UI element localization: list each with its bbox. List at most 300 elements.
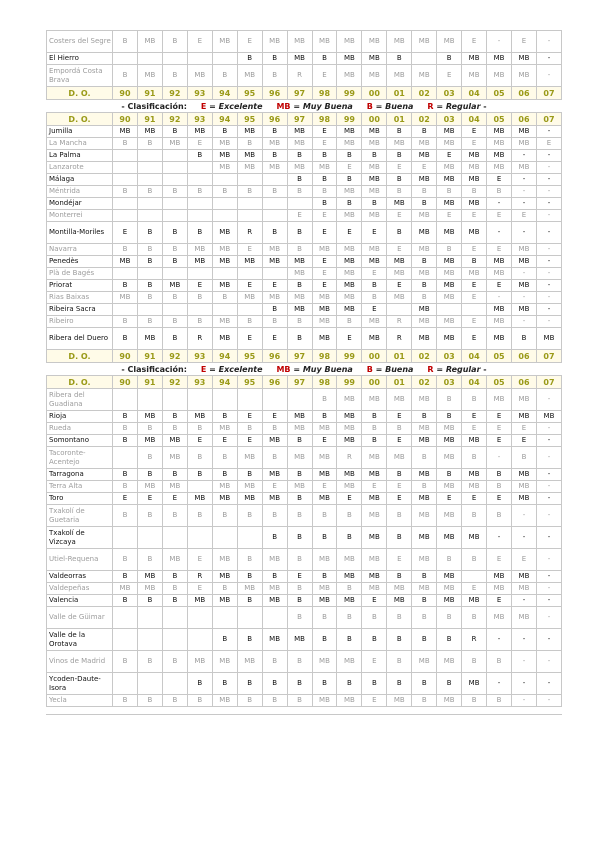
rating-cell: MB (412, 549, 437, 571)
year-header-cell: 98 (312, 113, 337, 126)
rating-cell (187, 210, 212, 222)
rating-cell: B (387, 651, 412, 673)
rating-cell: MB (412, 505, 437, 527)
rating-cell: MB (412, 583, 437, 595)
rating-cell: B (437, 186, 462, 198)
rating-cell: MB (312, 493, 337, 505)
rating-cell (162, 304, 187, 316)
rating-cell: MB (512, 244, 537, 256)
rating-cell: MB (262, 162, 287, 174)
rating-cell: MB (412, 244, 437, 256)
rating-cell: MB (212, 695, 237, 707)
rating-cell: E (462, 328, 487, 350)
rating-cell: B (487, 695, 512, 707)
rating-cell: MB (262, 469, 287, 481)
rating-cell: B (287, 328, 312, 350)
rating-cell: E (162, 493, 187, 505)
rating-cell: B (287, 280, 312, 292)
rating-cell: MB (312, 316, 337, 328)
rating-cell: MB (137, 31, 162, 53)
wine-region-row (47, 210, 562, 222)
rating-cell: MB (437, 292, 462, 304)
rating-cell: MB (212, 150, 237, 162)
rating-cell: E (512, 210, 537, 222)
region-name: La Palma (47, 150, 113, 162)
rating-cell: B (487, 186, 512, 198)
rating-cell: MB (187, 256, 212, 268)
wine-region-row (47, 256, 562, 268)
rating-cell: B (362, 629, 387, 651)
rating-cell (237, 527, 262, 549)
rating-cell: B (162, 31, 187, 53)
rating-cell: - (536, 469, 561, 481)
wine-region-row (47, 186, 562, 198)
rating-cell: B (412, 673, 437, 695)
rating-cell (162, 268, 187, 280)
rating-cell: B (412, 607, 437, 629)
rating-cell: E (312, 435, 337, 447)
rating-cell: B (212, 583, 237, 595)
rating-cell: MB (512, 256, 537, 268)
legend-row (47, 100, 562, 113)
legend-suffix: - (480, 101, 487, 111)
rating-cell: MB (512, 411, 537, 423)
rating-cell: MB (412, 268, 437, 280)
rating-cell: MB (312, 244, 337, 256)
rating-cell: B (387, 629, 412, 651)
rating-cell: MB (312, 304, 337, 316)
rating-cell: B (113, 65, 138, 87)
wine-region-row (47, 411, 562, 423)
rating-cell: MB (512, 53, 537, 65)
rating-cell: MB (512, 65, 537, 87)
rating-cell (387, 304, 412, 316)
rating-cell: B (212, 505, 237, 527)
legend-prefix: - Clasificación: (121, 364, 187, 374)
year-header-cell: 96 (262, 350, 287, 363)
rating-cell: - (536, 607, 561, 629)
rating-cell: B (113, 423, 138, 435)
year-header-cell: 91 (137, 350, 162, 363)
rating-cell: E (512, 423, 537, 435)
rating-cell: MB (362, 571, 387, 583)
rating-cell (212, 268, 237, 280)
rating-cell (262, 198, 287, 210)
rating-cell: MB (512, 583, 537, 595)
rating-cell: E (312, 138, 337, 150)
rating-cell: MB (312, 469, 337, 481)
wine-region-row (47, 423, 562, 435)
rating-cell: B (312, 607, 337, 629)
rating-cell: B (162, 244, 187, 256)
rating-cell: B (312, 571, 337, 583)
rating-cell: MB (437, 280, 462, 292)
rating-cell: B (387, 150, 412, 162)
rating-cell: MB (437, 162, 462, 174)
rating-cell: B (462, 549, 487, 571)
rating-cell (187, 389, 212, 411)
region-name: Ribera del Duero (47, 328, 113, 350)
rating-cell: B (437, 629, 462, 651)
rating-cell: B (212, 673, 237, 695)
do-header-cell: D. O. (47, 113, 113, 126)
rating-cell: E (412, 162, 437, 174)
rating-cell: MB (412, 138, 437, 150)
region-name: Priorat (47, 280, 113, 292)
rating-cell: - (536, 505, 561, 527)
rating-cell: B (387, 174, 412, 186)
rating-cell: E (337, 162, 362, 174)
rating-cell: E (512, 31, 537, 53)
rating-cell: MB (287, 411, 312, 423)
rating-cell: B (287, 244, 312, 256)
year-header-cell: 97 (287, 87, 312, 100)
rating-cell: B (187, 186, 212, 198)
rating-cell: B (262, 673, 287, 695)
rating-cell: B (187, 447, 212, 469)
rating-cell (212, 389, 237, 411)
year-header-cell: 00 (362, 350, 387, 363)
rating-cell: B (113, 435, 138, 447)
rating-cell: MB (362, 316, 387, 328)
rating-cell: MB (162, 481, 187, 493)
rating-cell: R (337, 447, 362, 469)
rating-cell: E (187, 435, 212, 447)
year-header-cell: 99 (337, 113, 362, 126)
rating-cell: MB (187, 595, 212, 607)
wine-region-row (47, 389, 562, 411)
rating-cell: E (187, 138, 212, 150)
rating-cell: MB (287, 304, 312, 316)
year-header-cell: 00 (362, 376, 387, 389)
rating-cell: B (187, 469, 212, 481)
rating-cell: MB (137, 411, 162, 423)
rating-cell (162, 629, 187, 651)
rating-cell: E (462, 423, 487, 435)
rating-cell: MB (362, 447, 387, 469)
rating-cell: B (212, 447, 237, 469)
rating-cell (237, 607, 262, 629)
year-header-cell: 06 (512, 376, 537, 389)
rating-cell: MB (137, 571, 162, 583)
rating-cell: MB (337, 268, 362, 280)
rating-cell: B (162, 222, 187, 244)
rating-cell: - (536, 126, 561, 138)
vintage-table-wrapper (46, 30, 562, 707)
rating-cell: MB (387, 31, 412, 53)
rating-cell (113, 174, 138, 186)
rating-cell: MB (362, 493, 387, 505)
rating-cell: R (387, 328, 412, 350)
rating-cell (113, 210, 138, 222)
year-header-cell: 94 (212, 113, 237, 126)
rating-cell: MB (412, 210, 437, 222)
rating-cell: MB (462, 222, 487, 244)
rating-cell (187, 53, 212, 65)
rating-cell: MB (362, 210, 387, 222)
rating-cell: - (512, 198, 537, 210)
rating-cell: E (312, 256, 337, 268)
rating-cell (212, 527, 237, 549)
rating-cell: B (362, 411, 387, 423)
rating-cell: E (262, 280, 287, 292)
rating-cell: B (362, 423, 387, 435)
rating-cell: B (237, 595, 262, 607)
year-header-cell: 98 (312, 350, 337, 363)
rating-cell: B (137, 423, 162, 435)
region-name: Ribera del Guadiana (47, 389, 113, 411)
rating-cell: MB (487, 583, 512, 595)
rating-cell: E (237, 244, 262, 256)
rating-cell: MB (113, 292, 138, 304)
year-header-cell: 03 (437, 113, 462, 126)
rating-cell: MB (462, 198, 487, 210)
rating-cell: B (412, 481, 437, 493)
rating-cell: E (312, 65, 337, 87)
region-name: Penedès (47, 256, 113, 268)
vintage-classification-table (46, 30, 562, 707)
rating-cell: MB (512, 138, 537, 150)
rating-cell: E (487, 244, 512, 256)
rating-cell: B (412, 629, 437, 651)
rating-cell: MB (362, 583, 387, 595)
region-name: Valle de la Orotava (47, 629, 113, 651)
year-header-cell: 92 (162, 113, 187, 126)
rating-cell: B (162, 65, 187, 87)
rating-cell: MB (487, 138, 512, 150)
rating-cell: MB (212, 244, 237, 256)
wine-region-row (47, 174, 562, 186)
rating-cell: B (412, 571, 437, 583)
year-header-cell: 97 (287, 113, 312, 126)
rating-cell (212, 607, 237, 629)
rating-cell: - (536, 53, 561, 65)
rating-cell (212, 304, 237, 316)
rating-cell (187, 198, 212, 210)
rating-cell: E (362, 222, 387, 244)
legend-r-word: Regular (445, 101, 481, 111)
rating-cell: MB (212, 316, 237, 328)
rating-cell: B (113, 186, 138, 198)
rating-cell: B (437, 469, 462, 481)
rating-cell: - (536, 174, 561, 186)
rating-cell: MB (487, 328, 512, 350)
rating-cell: E (462, 210, 487, 222)
rating-cell: R (187, 328, 212, 350)
rating-cell: B (362, 435, 387, 447)
rating-cell (162, 162, 187, 174)
rating-cell: MB (387, 389, 412, 411)
rating-cell (212, 53, 237, 65)
rating-cell: MB (337, 651, 362, 673)
rating-cell: E (462, 316, 487, 328)
rating-cell: MB (362, 549, 387, 571)
rating-cell: E (536, 138, 561, 150)
rating-cell: B (162, 411, 187, 423)
rating-cell: E (187, 549, 212, 571)
rating-cell (137, 210, 162, 222)
rating-cell: R (287, 65, 312, 87)
rating-cell: MB (113, 126, 138, 138)
wine-region-row (47, 629, 562, 651)
rating-cell: MB (262, 493, 287, 505)
rating-cell: MB (437, 31, 462, 53)
region-name: Mondéjar (47, 198, 113, 210)
rating-cell: - (536, 304, 561, 316)
rating-cell: MB (437, 328, 462, 350)
rating-cell: MB (387, 583, 412, 595)
rating-cell: B (262, 651, 287, 673)
year-header-cell: 96 (262, 376, 287, 389)
rating-cell: MB (212, 280, 237, 292)
rating-cell: E (212, 435, 237, 447)
rating-cell: - (512, 505, 537, 527)
rating-cell: B (113, 138, 138, 150)
rating-cell: B (187, 695, 212, 707)
rating-cell: B (262, 150, 287, 162)
rating-cell: E (487, 493, 512, 505)
rating-cell: B (262, 126, 287, 138)
rating-cell: B (113, 411, 138, 423)
rating-cell: MB (487, 162, 512, 174)
year-header-cell: 02 (412, 376, 437, 389)
wine-region-row (47, 65, 562, 87)
rating-cell: MB (412, 389, 437, 411)
rating-cell: - (536, 549, 561, 571)
rating-cell: B (412, 411, 437, 423)
rating-cell: MB (412, 328, 437, 350)
region-name: Valle de Güimar (47, 607, 113, 629)
rating-cell: MB (237, 162, 262, 174)
rating-cell: - (487, 629, 512, 651)
rating-cell: B (387, 607, 412, 629)
wine-region-row (47, 651, 562, 673)
rating-cell: MB (487, 150, 512, 162)
wine-region-row (47, 673, 562, 695)
year-header-cell: 93 (187, 87, 212, 100)
legend-b-code: B (366, 364, 373, 374)
legend-b-word: Buena (385, 364, 414, 374)
year-header-cell: 03 (437, 376, 462, 389)
rating-cell: B (162, 595, 187, 607)
rating-cell: MB (462, 53, 487, 65)
rating-cell: MB (412, 174, 437, 186)
rating-cell: B (337, 527, 362, 549)
rating-cell (287, 389, 312, 411)
rating-cell: MB (362, 389, 387, 411)
rating-cell: - (512, 695, 537, 707)
rating-cell: MB (487, 65, 512, 87)
rating-cell: MB (462, 162, 487, 174)
rating-cell: MB (337, 31, 362, 53)
year-header-cell: 03 (437, 350, 462, 363)
rating-cell: E (487, 280, 512, 292)
rating-cell: MB (137, 328, 162, 350)
rating-cell: E (187, 280, 212, 292)
rating-cell: B (387, 527, 412, 549)
region-name: Terra Alta (47, 481, 113, 493)
rating-cell: MB (337, 469, 362, 481)
legend-e-code: E (200, 364, 207, 374)
rating-cell: B (237, 138, 262, 150)
rating-cell: E (312, 280, 337, 292)
rating-cell: MB (412, 150, 437, 162)
rating-cell: B (237, 469, 262, 481)
rating-cell: B (262, 65, 287, 87)
rating-cell: - (487, 222, 512, 244)
rating-cell: B (262, 316, 287, 328)
rating-cell: B (137, 256, 162, 268)
rating-cell: B (287, 435, 312, 447)
rating-cell: MB (287, 423, 312, 435)
rating-cell: B (287, 673, 312, 695)
wine-region-row (47, 571, 562, 583)
rating-cell: MB (412, 527, 437, 549)
year-header-cell: 02 (412, 87, 437, 100)
rating-cell: MB (437, 423, 462, 435)
rating-cell: E (487, 174, 512, 186)
rating-cell: MB (337, 595, 362, 607)
rating-cell (113, 198, 138, 210)
rating-cell: MB (337, 695, 362, 707)
rating-cell: - (536, 292, 561, 304)
year-header-cell: 06 (512, 350, 537, 363)
rating-cell: MB (536, 411, 561, 423)
rating-cell: MB (437, 527, 462, 549)
rating-cell: B (287, 607, 312, 629)
rating-cell: B (137, 469, 162, 481)
wine-region-row (47, 316, 562, 328)
rating-cell: MB (262, 256, 287, 268)
rating-cell: MB (362, 162, 387, 174)
rating-cell: B (162, 423, 187, 435)
year-header-cell: 97 (287, 350, 312, 363)
rating-cell: MB (262, 292, 287, 304)
rating-cell: B (462, 695, 487, 707)
rating-cell: MB (287, 292, 312, 304)
rating-cell: MB (187, 126, 212, 138)
rating-cell: B (237, 505, 262, 527)
rating-cell: MB (237, 493, 262, 505)
rating-cell: - (536, 210, 561, 222)
rating-cell: MB (337, 571, 362, 583)
rating-cell: MB (437, 595, 462, 607)
rating-cell: - (536, 447, 561, 469)
rating-cell: R (237, 222, 262, 244)
rating-cell: MB (113, 256, 138, 268)
rating-cell: B (113, 31, 138, 53)
rating-cell (137, 150, 162, 162)
rating-cell: B (113, 481, 138, 493)
rating-cell: B (487, 481, 512, 493)
rating-cell: B (162, 571, 187, 583)
rating-cell: B (337, 505, 362, 527)
wine-region-row (47, 527, 562, 549)
year-header-cell: 99 (337, 350, 362, 363)
rating-cell: B (312, 186, 337, 198)
rating-cell: - (487, 292, 512, 304)
region-name: Rueda (47, 423, 113, 435)
wine-region-row (47, 244, 562, 256)
rating-cell: MB (362, 527, 387, 549)
rating-cell: B (387, 571, 412, 583)
rating-cell: MB (462, 268, 487, 280)
rating-cell: B (337, 607, 362, 629)
legend-r-word: Regular (445, 364, 481, 374)
rating-cell: E (362, 268, 387, 280)
rating-cell: MB (437, 571, 462, 583)
rating-cell: B (137, 505, 162, 527)
